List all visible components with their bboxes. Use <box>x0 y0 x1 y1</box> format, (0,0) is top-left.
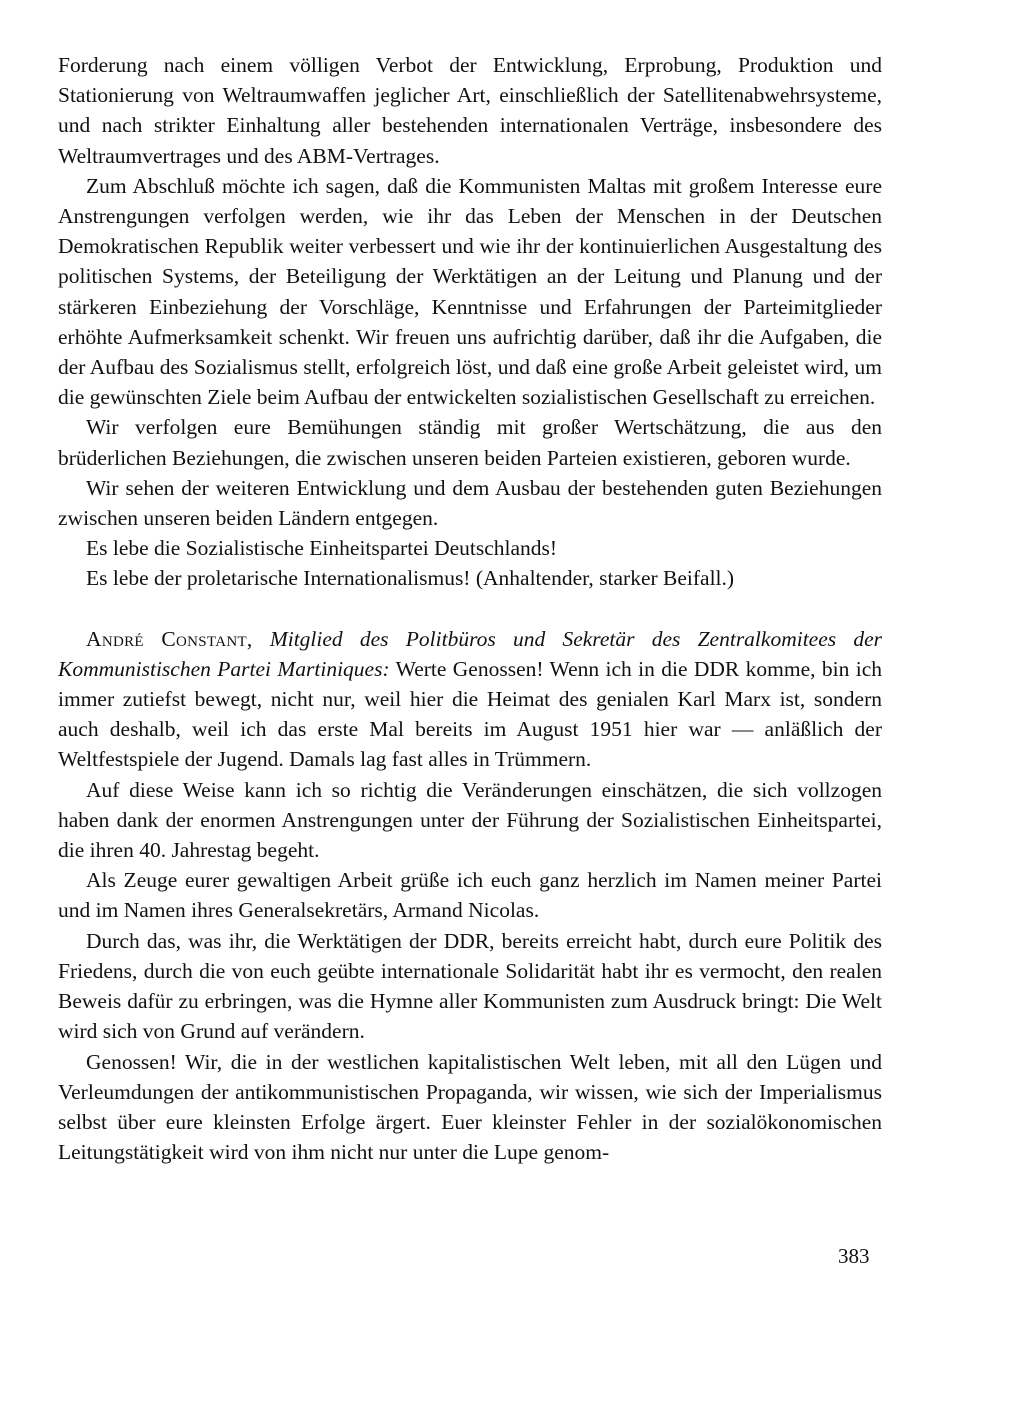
page-body <box>58 50 882 1167</box>
page-number: 383 <box>838 1244 870 1268</box>
paragraph: Wir verfolgen eure Bemühungen ständig mit großer Wertschätzung, die aus den brüderlichen Beziehungen, die zwischen unseren beiden Parteien existieren, geboren wurde. <box>58 415 882 470</box>
paragraph: Auf diese Weise kann ich so richtig die Veränderungen einschätzen, die sich vollzogen haben dank der enormen Anstrengungen unter der Führung der Sozialistischen Einheitspartei, die ihren 40. Jahrestag begeht. <box>58 777 882 863</box>
speech-opening <box>58 624 882 775</box>
paragraph: Als Zeuge eurer gewaltigen Arbeit grüße ich euch ganz herzlich im Namen meiner Partei und im Namen ihres Generalsekretärs, Armand Nicolas. <box>58 868 882 923</box>
paragraph: Zum Abschluß möchte ich sagen, daß die Kommunisten Maltas mit großem Interesse eure Anstrengungen verfolgen werden, wie ihr das Leben der Menschen in der Deutschen Demokratischen Republik weiter verbessert und wie ihr der kontinuierlichen Ausgestaltung des politischen Systems, der Beteiligung der Werktätigen an der Leitung und Planung und der stärkeren Einbeziehung der Vorschläge, Kenntnisse und Erfahrungen der Parteimitglieder erhöhte Aufmerksamkeit schenkt. Wir freuen uns aufrichtig darüber, daß ihr die Aufgaben, die der Aufbau des Sozialismus stellt, erfolgreich löst, und daß eine große Arbeit geleistet wird, um die gewünschten Ziele beim Aufbau der entwickelten sozialistischen Gesellschaft zu erreichen. <box>58 173 882 410</box>
paragraph: Es lebe der proletarische Internationalismus! (Anhaltender, starker Beifall.) <box>86 566 735 591</box>
paragraph: Forderung nach einem völligen Verbot der Entwicklung, Erprobung, Produktion und Stationierung von Weltraumwaffen jeglicher Art, einschließlich der Satellitenabwehrsysteme, und nach strikter Einhaltung aller bestehenden internationalen Verträge, insbesondere des Weltraumvertrages und des ABM-Vertrages. <box>58 53 882 168</box>
speaker-role: Mitglied des Politbüros und Sekretär des Zentralkomitees der Kommunistischen Partei Martiniques: <box>58 626 883 681</box>
speech-opening-text: Werte Genossen! Wenn ich in die DDR komme, bin ich immer zutiefst bewegt, nicht nur, weil hier die Heimat des genialen Karl Marx ist, sondern auch deshalb, weil ich das erste Mal bereits im August 1951 hier war — anläßlich der Weltfestspiele der Jugend. Damals lag fast alles in Trümmern. <box>58 656 882 772</box>
paragraph: Es lebe die Sozialistische Einheitspartei Deutschlands! <box>86 536 558 561</box>
section-gap <box>58 594 882 624</box>
paragraph: Genossen! Wir, die in der westlichen kapitalistischen Welt leben, mit all den Lügen und Verleumdungen der antikommunistischen Propaganda, wir wissen, wie sich der Imperialismus selbst über eure kleinsten Erfolge ärgert. Euer kleinster Fehler in der sozialökonomischen Leitungstätigkeit wird von ihm nicht nur unter die Lupe genom- <box>58 1049 882 1165</box>
paragraph: Wir sehen der weiteren Entwicklung und dem Ausbau der bestehenden guten Beziehungen zwischen unseren beiden Ländern entgegen. <box>58 475 882 531</box>
paragraph: Durch das, was ihr, die Werktätigen der DDR, bereits erreicht habt, durch eure Politik des Friedens, durch die von euch geübte internationale Solidarität habt ihr es vermocht, den realen Beweis dafür zu erbringen, was die Hymne aller Kommunisten zum Ausdruck bringt: Die Welt wird sich von Grund auf verändern. <box>58 928 882 1044</box>
speaker-name: André Constant, <box>86 626 253 651</box>
